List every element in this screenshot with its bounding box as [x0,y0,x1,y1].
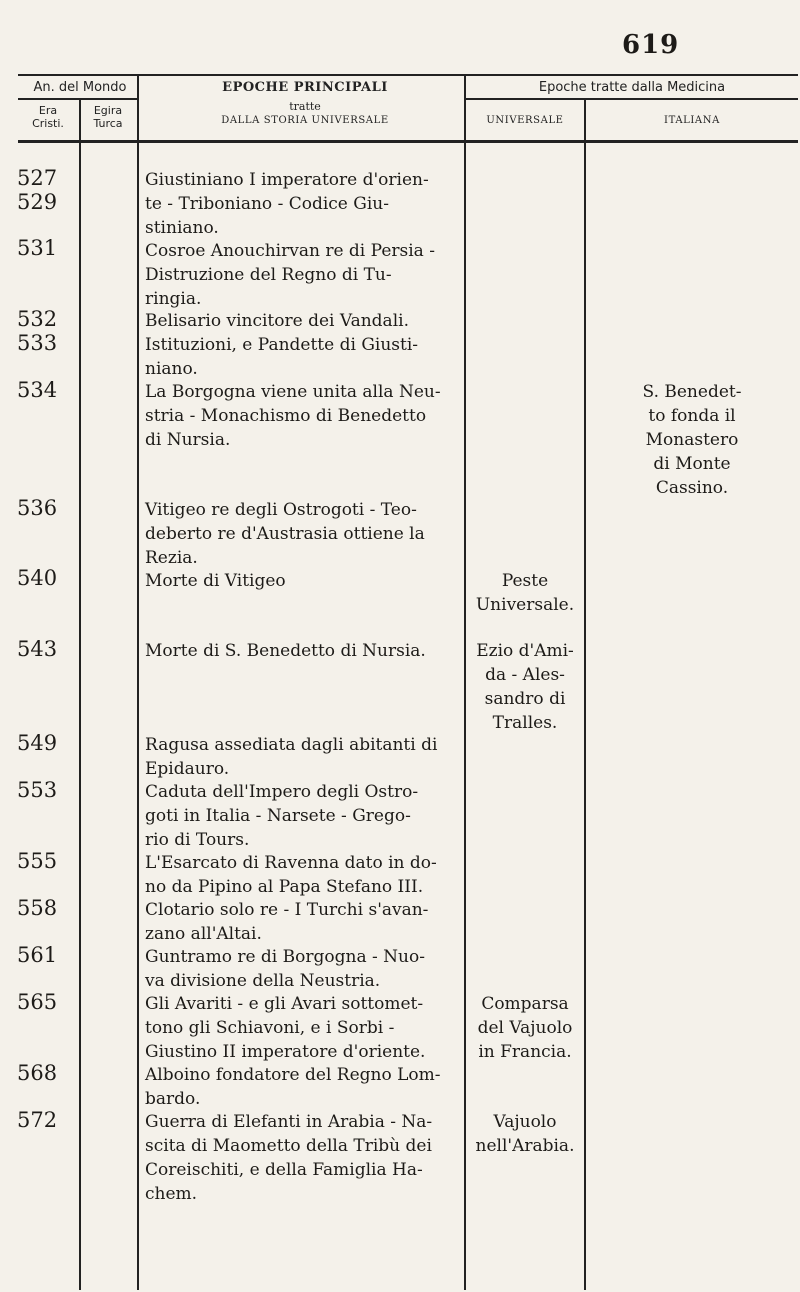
medicina-benedetto-monte-cassino: S. Benedet- to fonda il Monastero di Monte Cassino. [642,382,742,498]
year-533: 533 [17,331,58,355]
event-guntramo: Guntramo re di Borgogna - Nuo- va divisione della Neustria. [145,947,425,991]
event-vitigeo: Vitigeo re degli Ostrogoti - Teo- deberto re d'Austrasia ottiene la Rezia. [145,500,425,568]
header-epoche-medicina: Epoche tratte dalla Medicina [538,80,726,95]
medicina-vajuolo-francia: Comparsa del Vajuolo in Francia. [477,994,573,1062]
event-esarcato: L'Esarcato di Ravenna dato in do- no da Pipino al Papa Stefano III. [145,853,437,897]
header-epoche-principali: EPOCHE PRINCIPALI [222,80,388,95]
rule-under-epoche-medicina [466,98,798,100]
year-527: 527 [17,166,58,190]
header-universale: UNIVERSALE [486,115,564,126]
rule-under-an-del-mondo [18,98,138,100]
header-tratte: tratte [289,100,321,113]
event-cosroe: Cosroe Anouchirvan re di Persia - Distruzione del Regno di Tu- ringia. [145,241,435,309]
rule-header-bottom [18,140,798,143]
year-534: 534 [17,378,58,402]
rule-top [18,74,798,76]
event-belisario: Belisario vincitore dei Vandali. [145,311,409,331]
event-ragusa: Ragusa assediata dagli abitanti di Epidauro. [145,735,438,779]
page-number: 619 [622,30,680,60]
year-565: 565 [17,990,58,1014]
medicina-peste: Peste Universale. [475,571,575,615]
year-536: 536 [17,496,58,520]
year-531: 531 [17,236,58,260]
header-egira-turca: Egira Turca [93,104,123,130]
year-572: 572 [17,1108,58,1132]
event-alboino: Alboino fondatore del Regno Lom- bardo. [145,1065,441,1109]
year-561: 561 [17,943,58,967]
event-giustiniano: Giustiniano I imperatore d'orien- te - Triboniano - Codice Giu- stiniano. [145,170,429,238]
year-558: 558 [17,896,58,920]
header-dalla-storia: DALLA STORIA UNIVERSALE [221,115,389,126]
event-morte-benedetto: Morte di S. Benedetto di Nursia. [145,641,426,661]
medicina-ezio: Ezio d'Ami- da - Ales- sandro di Tralles. [476,641,574,733]
medicina-vajuolo-arabia: Vajuolo nell'Arabia. [475,1112,575,1156]
header-italiana: ITALIANA [664,115,720,126]
column-rule-universale-italiana [584,100,586,1290]
year-543: 543 [17,637,58,661]
event-morte-vitigeo: Morte di Vitigeo [145,571,286,591]
year-555: 555 [17,849,58,873]
event-borgogna: La Borgogna viene unita alla Neu- stria - Monachismo di Benedetto di Nursia. [145,382,441,450]
year-532: 532 [17,307,58,331]
header-era-cristi: Era Cristi. [32,104,64,130]
year-540: 540 [17,566,58,590]
event-clotario: Clotario solo re - I Turchi s'avan- zano all'Altai. [145,900,429,944]
year-553: 553 [17,778,58,802]
event-istituzioni: Istituzioni, e Pandette di Giusti- niano. [145,335,419,379]
year-568: 568 [17,1061,58,1085]
event-guerra-elefanti: Guerra di Elefanti in Arabia - Na- scita di Maometto della Tribù dei Coreischiti, e della Famiglia Ha- chem. [145,1112,433,1204]
column-rule-egira-events [137,74,139,1290]
event-avariti: Gli Avariti - e gli Avari sottomet- tono gli Schiavoni, e i Sorbi - Giustino II imperatore d'oriente. [145,994,426,1062]
year-529: 529 [17,190,58,214]
header-an-del-mondo: An. del Mondo [33,80,127,95]
column-rule-era-egira [79,100,81,1290]
event-caduta-ostrogoti: Caduta dell'Impero degli Ostro- goti in Italia - Narsete - Grego- rio di Tours. [145,782,419,850]
year-549: 549 [17,731,58,755]
